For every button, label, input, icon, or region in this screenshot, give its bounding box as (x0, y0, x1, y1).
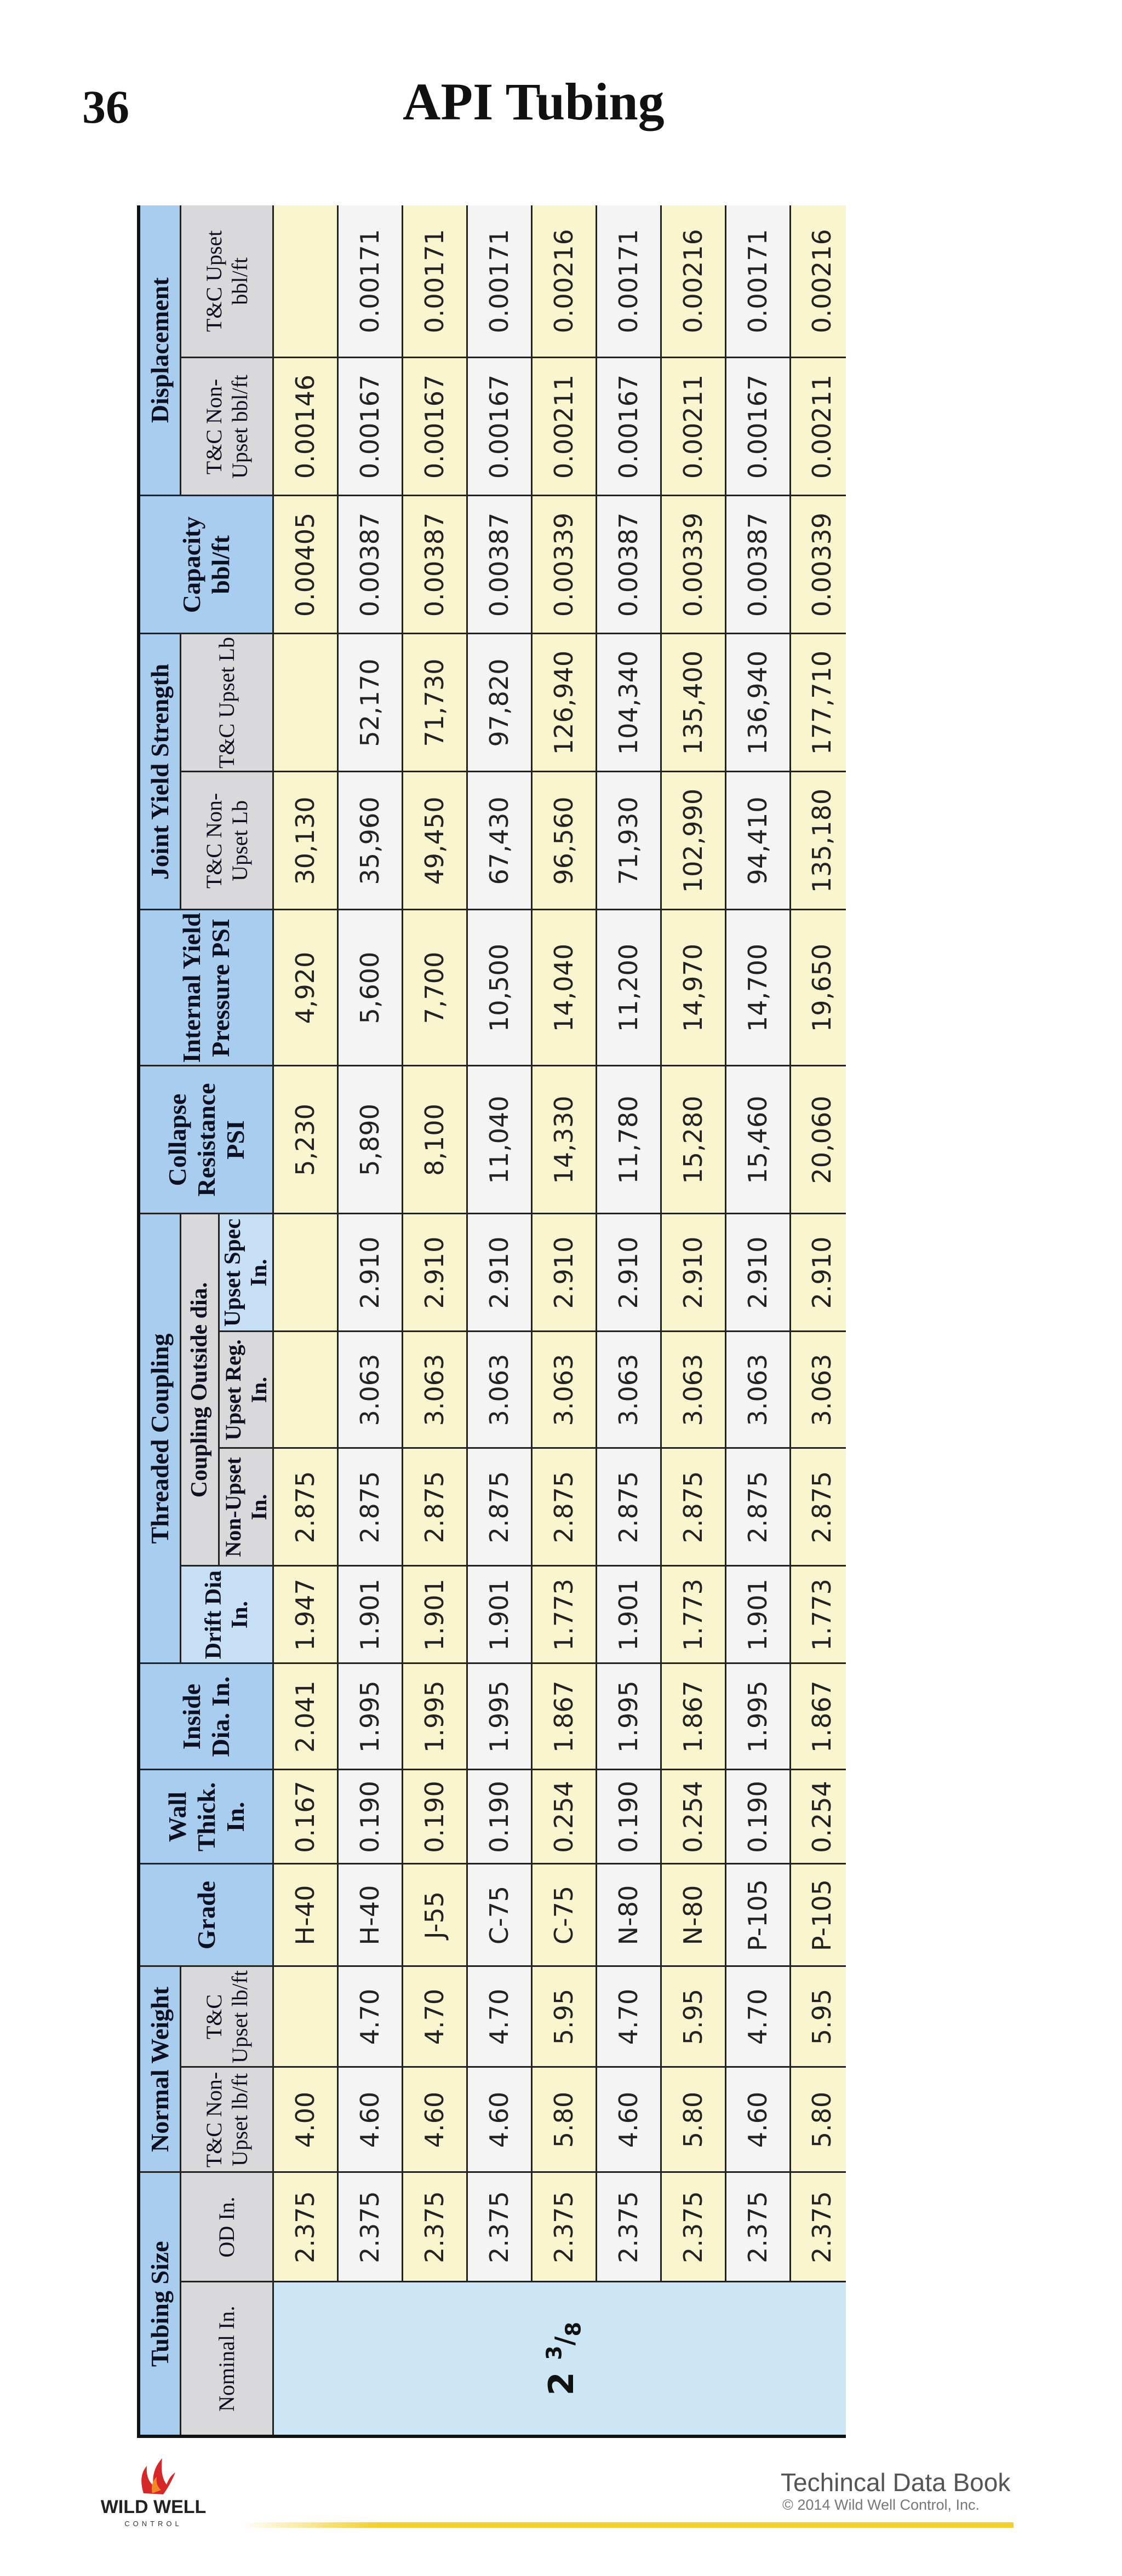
logo-text: WILD WELL (100, 2497, 207, 2517)
table-cell: 0.167 (273, 1770, 337, 1864)
table-cell: 14,040 (531, 910, 596, 1066)
table-cell: 11,040 (467, 1066, 531, 1214)
table-cell: 1.867 (661, 1663, 725, 1770)
table-cell (273, 1332, 337, 1448)
table-cell: 0.00146 (273, 358, 337, 496)
header-wall-thick: Wall Thick. In. (139, 1770, 273, 1864)
table-cell: 2.375 (661, 2172, 725, 2282)
table-cell: 52,170 (337, 634, 402, 772)
table-cell: 177,710 (790, 634, 846, 772)
table-cell: H-40 (337, 1864, 402, 1966)
table-cell: 1.995 (337, 1663, 402, 1770)
table-cell: 0.190 (467, 1770, 531, 1864)
table-cell: 0.00387 (725, 496, 790, 634)
table-cell: 126,940 (531, 634, 596, 772)
subheader-upset-reg: Upset Reg. In. (219, 1332, 273, 1448)
table-cell: 4.60 (467, 2067, 531, 2172)
nominal-size-cell: 2 $^3/_8$ (273, 2282, 846, 2436)
table-cell: 5,600 (337, 910, 402, 1066)
table-cell: 2.875 (790, 1448, 846, 1566)
table-cell: 0.00171 (337, 205, 402, 358)
table-cell: 2.910 (467, 1214, 531, 1332)
table-cell: 0.00211 (790, 358, 846, 496)
header-collapse-resistance: Collapse Resistance PSI (139, 1066, 273, 1214)
header-joint-yield: Joint Yield Strength (139, 634, 180, 910)
table-cell: 4.70 (596, 1966, 661, 2067)
table-container (137, 205, 846, 2438)
table-cell: 2.910 (790, 1214, 846, 1332)
header-threaded-coupling: Threaded Coupling (139, 1214, 180, 1663)
table-cell: 1.995 (467, 1663, 531, 1770)
table-cell: 2.375 (467, 2172, 531, 2282)
table-cell: 5.95 (531, 1966, 596, 2067)
footer-copyright: © 2014 Wild Well Control, Inc. (782, 2497, 980, 2513)
table-cell: 8,100 (402, 1066, 467, 1214)
table-cell: 0.190 (402, 1770, 467, 1864)
table-cell: 0.190 (337, 1770, 402, 1864)
table-cell: 2.875 (467, 1448, 531, 1566)
table-cell: 11,200 (596, 910, 661, 1066)
table-cell: 1.995 (402, 1663, 467, 1770)
table-cell: 0.00216 (790, 205, 846, 358)
table-cell: 1.773 (661, 1566, 725, 1663)
table-cell: 2.375 (596, 2172, 661, 2282)
table-cell: 136,940 (725, 634, 790, 772)
header-normal-weight: Normal Weight (139, 1966, 180, 2172)
logo-subtext: CONTROL (124, 2520, 182, 2528)
subheader-nominal: Nominal In. (180, 2282, 273, 2436)
table-cell: 3.063 (467, 1332, 531, 1448)
nominal-denominator: 8 (561, 2322, 586, 2337)
table-row (402, 205, 467, 2436)
page-number: 36 (82, 81, 129, 133)
table-cell: 0.00171 (402, 205, 467, 358)
table-cell: 1.901 (337, 1566, 402, 1663)
table-cell: 2.875 (273, 1448, 337, 1566)
api-tubing-table (137, 205, 846, 2438)
table-cell: 1.947 (273, 1566, 337, 1663)
footer-rule (241, 2522, 1014, 2528)
table-row (337, 205, 402, 2436)
table-row (531, 205, 596, 2436)
subheader-od: OD In. (180, 2172, 273, 2282)
table-cell: N-80 (596, 1864, 661, 1966)
table-cell: 49,450 (402, 772, 467, 910)
table-cell: P-105 (790, 1864, 846, 1966)
table-row (661, 205, 725, 2436)
table-cell: 0.00167 (467, 358, 531, 496)
table-cell: 4.60 (402, 2067, 467, 2172)
table-cell: 0.00387 (402, 496, 467, 634)
table-cell: 11,780 (596, 1066, 661, 1214)
table-cell: 4.70 (337, 1966, 402, 2067)
table-cell: 3.063 (337, 1332, 402, 1448)
table-cell: 5.80 (531, 2067, 596, 2172)
footer-book-title: Techincal Data Book (781, 2468, 1011, 2497)
subheader-tc-upset-weight: T&C Upset lb/ft (180, 1966, 273, 2067)
table-cell: 3.063 (596, 1332, 661, 1448)
table-cell: 0.00171 (596, 205, 661, 358)
table-cell: 3.063 (661, 1332, 725, 1448)
table-cell: 2.910 (337, 1214, 402, 1332)
header-tubing-size: Tubing Size (139, 2172, 180, 2436)
table-cell: 7,700 (402, 910, 467, 1066)
table-cell: 5.80 (661, 2067, 725, 2172)
table-cell: 0.190 (596, 1770, 661, 1864)
subheader-tc-non-upset-lb: T&C Non-Upset Lb (180, 772, 273, 910)
table-cell: 71,930 (596, 772, 661, 910)
table-cell: J-55 (402, 1864, 467, 1966)
header-grade: Grade (139, 1864, 273, 1966)
header-inside-dia: Inside Dia. In. (139, 1663, 273, 1770)
table-cell: 0.190 (725, 1770, 790, 1864)
table-cell: 3.063 (790, 1332, 846, 1448)
table-cell: 102,990 (661, 772, 725, 910)
table-cell: 14,330 (531, 1066, 596, 1214)
table-cell: C-75 (467, 1864, 531, 1966)
table-cell: 4.60 (596, 2067, 661, 2172)
table-cell: 0.00339 (790, 496, 846, 634)
table-cell: 0.00216 (661, 205, 725, 358)
table-cell: 14,970 (661, 910, 725, 1066)
subheader-non-upset: Non-Upset In. (219, 1448, 273, 1566)
table-cell: 3.063 (402, 1332, 467, 1448)
table-cell: 2.910 (596, 1214, 661, 1332)
table-cell: 5.95 (661, 1966, 725, 2067)
table-cell: 0.00211 (531, 358, 596, 496)
table-cell: 1.901 (596, 1566, 661, 1663)
table-cell: 2.375 (531, 2172, 596, 2282)
subheader-coupling-od: Coupling Outside dia. (180, 1214, 219, 1566)
table-cell: 35,960 (337, 772, 402, 910)
table-cell: 0.00167 (596, 358, 661, 496)
header-displacement: Displacement (139, 205, 180, 496)
table-cell: 4,920 (273, 910, 337, 1066)
table-cell: 1.867 (790, 1663, 846, 1770)
table-cell: 96,560 (531, 772, 596, 910)
table-row (596, 205, 661, 2436)
table-cell: 2.875 (531, 1448, 596, 1566)
table-cell: 4.00 (273, 2067, 337, 2172)
table-cell: 4.60 (725, 2067, 790, 2172)
table-cell: 0.00387 (467, 496, 531, 634)
table-body (273, 205, 846, 2436)
table-cell (273, 1966, 337, 2067)
table-cell: 2.875 (661, 1448, 725, 1566)
table-cell: 5.80 (790, 2067, 846, 2172)
table-cell: 2.910 (531, 1214, 596, 1332)
table-cell: 135,180 (790, 772, 846, 910)
table-cell: 5,890 (337, 1066, 402, 1214)
table-cell: 0.00171 (467, 205, 531, 358)
table-cell: 0.254 (790, 1770, 846, 1864)
table-cell: 0.254 (661, 1770, 725, 1864)
table-cell: 30,130 (273, 772, 337, 910)
table-cell: 0.00211 (661, 358, 725, 496)
table-cell: 4.70 (402, 1966, 467, 2067)
table-cell: 2.875 (596, 1448, 661, 1566)
table-cell: 1.773 (531, 1566, 596, 1663)
table-cell: 0.00387 (596, 496, 661, 634)
table-cell: 1.995 (596, 1663, 661, 1770)
table-cell: 2.910 (402, 1214, 467, 1332)
table-cell: 15,460 (725, 1066, 790, 1214)
table-cell: 1.901 (467, 1566, 531, 1663)
table-cell: 4.70 (725, 1966, 790, 2067)
table-cell: 0.00167 (337, 358, 402, 496)
table-cell: 2.375 (790, 2172, 846, 2282)
table-cell: 2.375 (273, 2172, 337, 2282)
table-cell: C-75 (531, 1864, 596, 1966)
table-cell: 2.910 (661, 1214, 725, 1332)
subheader-tc-non-upset-weight: T&C Non-Upset lb/ft (180, 2067, 273, 2172)
table-cell: 104,340 (596, 634, 661, 772)
page-title: API Tubing (403, 72, 665, 131)
nominal-whole: 2 (541, 2372, 582, 2396)
table-cell: 5.95 (790, 1966, 846, 2067)
table-cell: 0.00405 (273, 496, 337, 634)
table-cell: P-105 (725, 1864, 790, 1966)
table-cell: 1.773 (790, 1566, 846, 1663)
table-cell: 2.375 (725, 2172, 790, 2282)
table-cell: N-80 (661, 1864, 725, 1966)
table-row (725, 205, 790, 2436)
table-cell: 0.00339 (531, 496, 596, 634)
table-cell: 3.063 (725, 1332, 790, 1448)
table-cell: H-40 (273, 1864, 337, 1966)
table-cell: 94,410 (725, 772, 790, 910)
table-cell: 2.375 (402, 2172, 467, 2282)
table-cell: 0.00387 (337, 496, 402, 634)
table-cell: 1.867 (531, 1663, 596, 1770)
table-cell: 2.910 (725, 1214, 790, 1332)
table-cell: 0.254 (531, 1770, 596, 1864)
subheader-tc-upset-lb: T&C Upset Lb (180, 634, 273, 772)
table-cell: 0.00171 (725, 205, 790, 358)
table-cell: 0.00216 (531, 205, 596, 358)
table-cell: 97,820 (467, 634, 531, 772)
table-cell: 2.041 (273, 1663, 337, 1770)
header-capacity: Capacity bbl/ft (139, 496, 273, 634)
table-cell: 20,060 (790, 1066, 846, 1214)
table-cell: 2.875 (725, 1448, 790, 1566)
table-cell: 19,650 (790, 910, 846, 1066)
table-cell (273, 634, 337, 772)
table-cell: 67,430 (467, 772, 531, 910)
table-cell: 4.70 (467, 1966, 531, 2067)
subheader-upset-spec: Upset Spec In. (219, 1214, 273, 1332)
table-cell: 2.875 (402, 1448, 467, 1566)
table-cell: 15,280 (661, 1066, 725, 1214)
table-cell: 71,730 (402, 634, 467, 772)
subheader-tc-upset-bbl: T&C Upset bbl/ft (180, 205, 273, 358)
wild-well-logo (82, 2454, 225, 2536)
header-internal-yield: Internal Yield Pressure PSI (139, 910, 273, 1066)
table-row (790, 205, 846, 2436)
nominal-numerator: 3 (542, 2345, 566, 2360)
table-cell (273, 205, 337, 358)
table-row (467, 205, 531, 2436)
table-cell: 10,500 (467, 910, 531, 1066)
table-cell: 0.00167 (402, 358, 467, 496)
table-cell: 1.901 (402, 1566, 467, 1663)
table-cell: 1.995 (725, 1663, 790, 1770)
table-cell: 14,700 (725, 910, 790, 1066)
table-cell: 135,400 (661, 634, 725, 772)
table-cell (273, 1214, 337, 1332)
subheader-drift: Drift Dia In. (180, 1566, 273, 1663)
subheader-tc-non-upset-bbl: T&C Non-Upset bbl/ft (180, 358, 273, 496)
table-row (273, 205, 337, 2436)
table-cell: 1.901 (725, 1566, 790, 1663)
table-cell: 5,230 (273, 1066, 337, 1214)
table-cell: 2.375 (337, 2172, 402, 2282)
table-cell: 4.60 (337, 2067, 402, 2172)
table-cell: 0.00167 (725, 358, 790, 496)
table-cell: 0.00339 (661, 496, 725, 634)
table-cell: 3.063 (531, 1332, 596, 1448)
table-cell: 2.875 (337, 1448, 402, 1566)
